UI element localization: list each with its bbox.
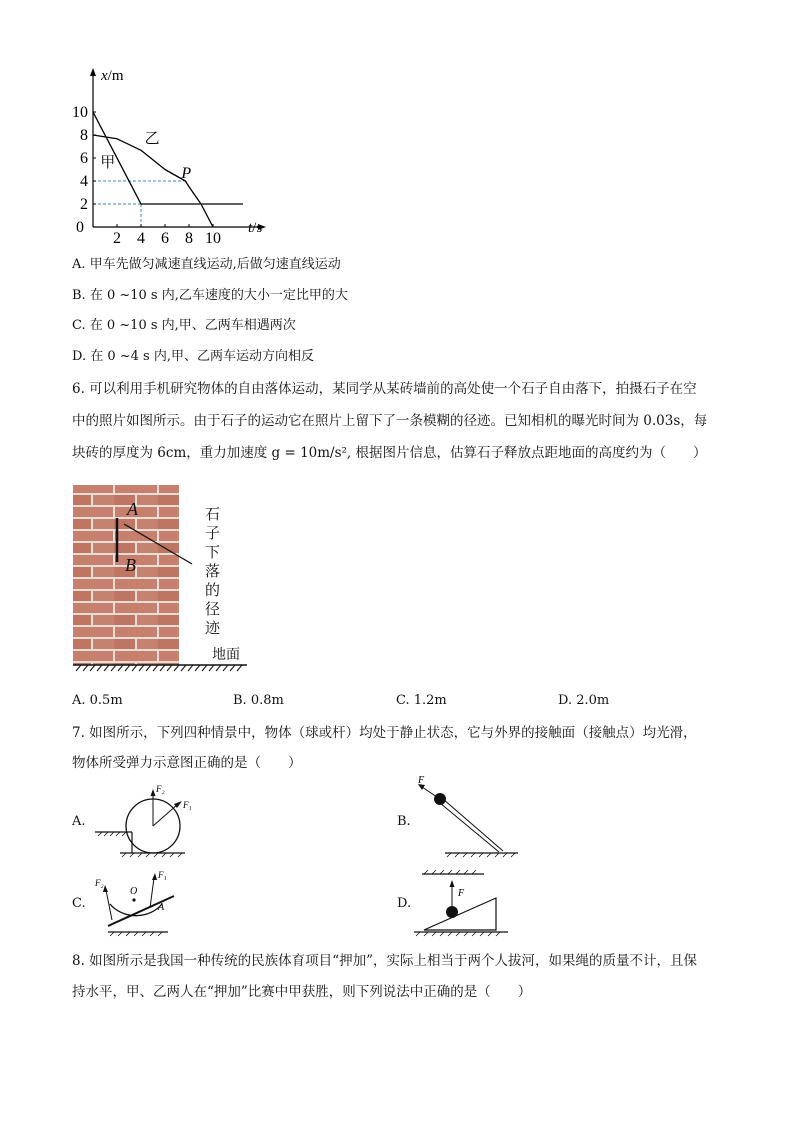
caption-vertical bbox=[205, 506, 221, 637]
ground-label: 地面 bbox=[212, 648, 240, 663]
q5-option-b[interactable]: B. 在 0 ~10 s 内,乙车速度的大小一定比甲的大 bbox=[72, 288, 348, 303]
q7-figure-a bbox=[90, 780, 210, 860]
q8-stem-line-1: 8. 如图所示是我国一种传统的民族体育项目“押加”，实际上相当于两个人拔河，如果绳的质量不计，且保 bbox=[72, 953, 697, 969]
x-tick-label: 6 bbox=[161, 230, 169, 247]
q6-stem-line-2: 中的照片如图所示。由于石子的运动它在照片上留下了一条模糊的径迹。已知相机的曝光时间为 0.03s，每 bbox=[72, 413, 708, 429]
svg-text:F: F bbox=[458, 888, 465, 899]
q7-option-d-letter[interactable]: D. bbox=[397, 896, 412, 911]
q7-option-a-letter[interactable]: A. bbox=[72, 814, 86, 829]
y-tick-label: 8 bbox=[80, 127, 88, 144]
svg-text:落: 落 bbox=[205, 564, 221, 580]
xt-graph bbox=[70, 60, 280, 250]
y-tick-label: 6 bbox=[80, 150, 88, 167]
brick-wall bbox=[73, 485, 179, 665]
y-tick-label: 2 bbox=[80, 196, 88, 213]
series-jia-line bbox=[93, 112, 243, 204]
q7-stem-line-2: 物体所受弹力示意图正确的是（ ） bbox=[72, 755, 302, 771]
svg-text:石: 石 bbox=[205, 507, 221, 523]
svg-text:F₂: F₂ bbox=[95, 878, 104, 888]
q7-option-c-letter[interactable]: C. bbox=[72, 896, 86, 911]
svg-text:F₁: F₁ bbox=[183, 800, 192, 810]
q5-option-c[interactable]: C. 在 0 ~10 s 内,甲、乙两车相遇两次 bbox=[72, 318, 296, 333]
x-tick-label: 0 bbox=[76, 219, 84, 236]
brick-wall-figure bbox=[70, 482, 260, 672]
svg-text:F₂: F₂ bbox=[156, 784, 165, 794]
q7-option-b-letter[interactable]: B. bbox=[397, 814, 411, 829]
q6-option-c[interactable]: C. 1.2m bbox=[396, 693, 447, 708]
q6-stem-line-3: 块砖的厚度为 6cm，重力加速度 g = 10m/s², 根据图片信息，估算石子释放点距地面的高度约为（ ） bbox=[72, 445, 707, 461]
ball-d bbox=[446, 906, 458, 918]
q6-option-d[interactable]: D. 2.0m bbox=[558, 693, 610, 708]
svg-text:A: A bbox=[158, 902, 165, 913]
svg-text:下: 下 bbox=[205, 545, 221, 561]
svg-text:O: O bbox=[130, 886, 138, 897]
series-yi-label: 乙 bbox=[144, 131, 160, 148]
svg-text:F₁: F₁ bbox=[158, 870, 167, 880]
svg-text:子: 子 bbox=[205, 526, 221, 542]
force-f-arrow-b bbox=[422, 787, 440, 799]
q8-stem-line-2: 持水平，甲、乙两人在“押加”比赛中甲获胜，则下列说法中正确的是（ ） bbox=[72, 984, 532, 1000]
q6-stem-line-1: 6. 可以利用手机研究物体的自由落体运动，某同学从某砖墙前的高处使一个石子自由落下，拍摄石子在空 bbox=[72, 381, 697, 397]
q5-option-a[interactable]: A. 甲车先做匀减速直线运动,后做匀速直线运动 bbox=[72, 257, 341, 272]
svg-text:的: 的 bbox=[205, 583, 221, 599]
q7-stem-line-1: 7. 如图所示，下列四种情景中，物体（球或杆）均处于静止状态，它与外界的接触面（接触点）均光滑， bbox=[72, 725, 697, 741]
x-tick-label: 10 bbox=[205, 230, 221, 247]
x-tick-label: 2 bbox=[113, 230, 121, 247]
x-tick-label: 8 bbox=[185, 230, 193, 247]
label-a: A bbox=[127, 499, 138, 519]
wedge-d bbox=[424, 898, 496, 930]
y-axis-label: x/m bbox=[101, 68, 124, 84]
y-tick-label: 10 bbox=[72, 104, 88, 121]
x-axis-label: t/s bbox=[248, 220, 263, 236]
x-tick-label: 4 bbox=[137, 230, 145, 247]
y-tick-label: 4 bbox=[80, 173, 88, 190]
point-p-label: P bbox=[181, 165, 192, 182]
force-f1-arrow-a bbox=[153, 804, 178, 826]
q6-option-a[interactable]: A. 0.5m bbox=[72, 693, 123, 708]
series-jia-label: 甲 bbox=[100, 155, 116, 172]
label-b: B bbox=[125, 555, 136, 575]
q5-option-d[interactable]: D. 在 0 ~4 s 内,甲、乙两车运动方向相反 bbox=[72, 349, 314, 364]
q7-figure-b bbox=[410, 775, 530, 860]
q6-option-b[interactable]: B. 0.8m bbox=[233, 693, 284, 708]
q7-figure-c bbox=[90, 866, 210, 941]
ground-hatch bbox=[76, 665, 242, 671]
force-f1-arrow-c bbox=[150, 878, 154, 908]
svg-text:迹: 迹 bbox=[205, 621, 221, 637]
svg-text:F: F bbox=[418, 775, 425, 786]
q7-figure-d bbox=[412, 866, 532, 941]
svg-text:径: 径 bbox=[205, 602, 221, 618]
y-axis-arrow bbox=[90, 68, 96, 76]
